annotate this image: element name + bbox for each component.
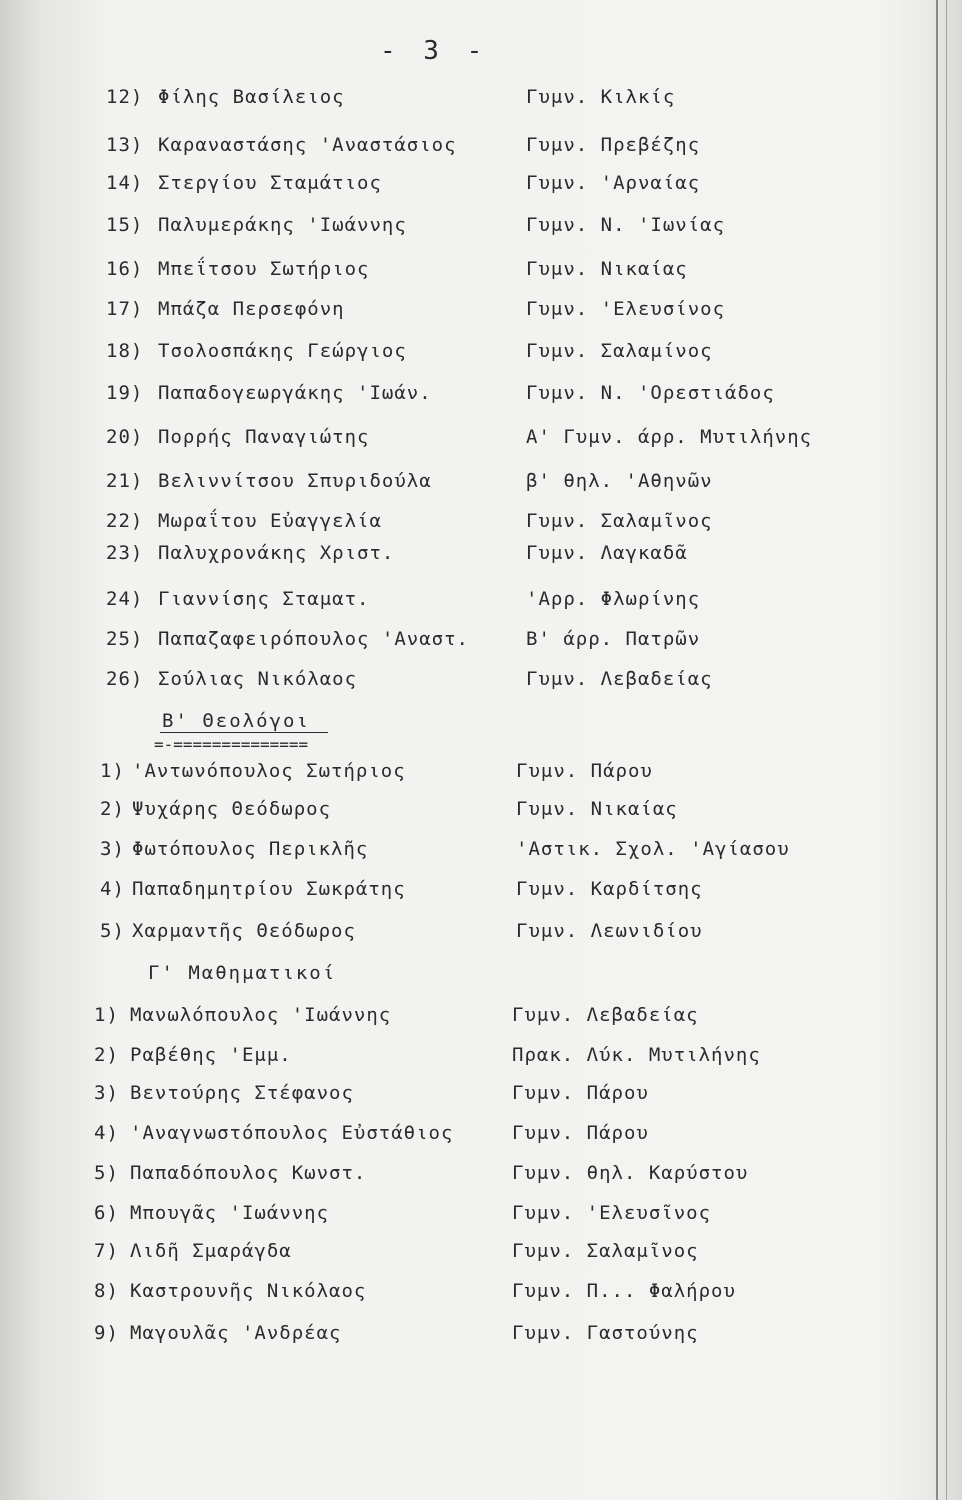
entry-school: Γυμν. Νικαίας: [526, 258, 688, 280]
entry-name: Λιδῆ Σμαράγδα: [130, 1240, 292, 1262]
entry-school: Γυμν. Καρδίτσης: [516, 878, 703, 900]
list-item: [0, 258, 962, 288]
entry-school: Γυμν. Π... Φαλήρου: [512, 1280, 736, 1302]
entry-school: Γυμν. Νικαίας: [516, 798, 678, 820]
list-item: [0, 1280, 962, 1310]
entry-number: 24): [106, 588, 144, 610]
list-item: [0, 798, 962, 828]
entry-school: Γυμν. Λεβαδείας: [512, 1004, 699, 1026]
entry-school: Α' Γυμν. άρρ. Μυτιλήνης: [526, 426, 813, 448]
list-item: [0, 628, 962, 658]
entry-school: 'Αστικ. Σχολ. 'Αγίασου: [516, 838, 790, 860]
entry-number: 15): [106, 214, 144, 236]
entry-school: Γυμν. Πρεβέζης: [526, 134, 701, 156]
entry-number: 5): [100, 920, 125, 942]
list-item: [0, 214, 962, 244]
entry-school: Πρακ. Λύκ. Μυτιλήνης: [512, 1044, 761, 1066]
entry-number: 25): [106, 628, 144, 650]
entry-number: 16): [106, 258, 144, 280]
entry-name: Σούλιας Νικόλαος: [158, 668, 358, 690]
entry-name: Μπάζα Περσεφόνη: [158, 298, 345, 320]
list-item: [0, 1044, 962, 1074]
entry-name: Παπαδόπουλος Κωνστ.: [130, 1162, 367, 1184]
entry-number: 8): [94, 1280, 119, 1302]
list-item: [0, 426, 962, 456]
list-item: [0, 340, 962, 370]
entry-number: 26): [106, 668, 144, 690]
entry-number: 14): [106, 172, 144, 194]
entry-school: Γυμν. 'Αρναίας: [526, 172, 701, 194]
entry-number: 1): [100, 760, 125, 782]
entry-name: Ψυχάρης Θεόδωρος: [132, 798, 332, 820]
entry-name: Μανωλόπουλος 'Ιωάννης: [130, 1004, 392, 1026]
entry-number: 13): [106, 134, 144, 156]
entry-name: Παλυμεράκης 'Ιωάννης: [158, 214, 407, 236]
entry-number: 2): [94, 1044, 119, 1066]
entry-school: Γυμν. Λεβαδείας: [526, 668, 713, 690]
list-item: [0, 542, 962, 572]
list-item: [0, 920, 962, 950]
entry-school: Γυμν. Σαλαμίνος: [526, 340, 713, 362]
list-item: [0, 878, 962, 908]
list-item: [0, 298, 962, 328]
entry-name: Ραβέθης 'Εμμ.: [130, 1044, 292, 1066]
entry-name: Πορρής Παναγιώτης: [158, 426, 370, 448]
entry-number: 19): [106, 382, 144, 404]
entry-school: Γυμν. Γαστούνης: [512, 1322, 699, 1344]
entry-school: Γυμν. 'Ελευσῖνος: [512, 1202, 712, 1224]
list-item: [0, 510, 962, 540]
entry-number: 21): [106, 470, 144, 492]
entry-number: 18): [106, 340, 144, 362]
list-item: [0, 838, 962, 868]
section-b-title: Β' Θεολόγοι: [162, 710, 310, 732]
entry-school: Γυμν. Ν. 'Ορεστιάδος: [526, 382, 775, 404]
entry-number: 6): [94, 1202, 119, 1224]
page-number: - 3 -: [380, 36, 489, 66]
entry-name: Παπαδογεωργάκης 'Ιωάν.: [158, 382, 432, 404]
entry-school: Γυμν. Ν. 'Ιωνίας: [526, 214, 726, 236]
entry-name: Τσολοσπάκης Γεώργιος: [158, 340, 407, 362]
entry-name: Παλυχρονάκης Χριστ.: [158, 542, 395, 564]
entry-school: Γυμν. 'Ελευσίνος: [526, 298, 726, 320]
entry-name: Χαρμαντῆς Θεόδωρος: [132, 920, 356, 942]
list-item: [0, 1202, 962, 1232]
section-c-title: Γ' Μαθηματικοί: [148, 962, 337, 984]
entry-number: 2): [100, 798, 125, 820]
list-item: [0, 1122, 962, 1152]
entry-school: Γυμν. Πάρου: [512, 1122, 649, 1144]
list-item: [0, 382, 962, 412]
entry-name: 'Αναγνωστόπουλος Εὐστάθιος: [130, 1122, 454, 1144]
entry-name: Φίλης Βασίλειος: [158, 86, 345, 108]
entry-name: Βελιννίτσου Σπυριδούλα: [158, 470, 432, 492]
entry-school: Γυμν. Λαγκαδᾶ: [526, 542, 688, 564]
entry-school: 'Αρρ. Φλωρίνης: [526, 588, 701, 610]
entry-name: Παπαζαφειρόπουλος 'Αναστ.: [158, 628, 469, 650]
entry-number: 4): [100, 878, 125, 900]
list-item: [0, 470, 962, 500]
entry-school: Γυμν. Λεωνιδίου: [516, 920, 703, 942]
entry-name: Μπεΐτσου Σωτήριος: [158, 258, 370, 280]
entry-name: Βεντούρης Στέφανος: [130, 1082, 354, 1104]
entry-number: 3): [100, 838, 125, 860]
entry-number: 3): [94, 1082, 119, 1104]
entry-number: 17): [106, 298, 144, 320]
entry-name: Μωραΐτου Εὐαγγελία: [158, 510, 382, 532]
list-item: [0, 1162, 962, 1192]
list-item: [0, 1240, 962, 1270]
entry-number: 22): [106, 510, 144, 532]
list-item: [0, 588, 962, 618]
entry-name: Παπαδημητρίου Σωκράτης: [132, 878, 406, 900]
list-item: [0, 1082, 962, 1112]
entry-school: Β' άρρ. Πατρῶν: [526, 628, 701, 650]
entry-name: Μαγουλᾶς 'Ανδρέας: [130, 1322, 342, 1344]
entry-number: 23): [106, 542, 144, 564]
entry-number: 5): [94, 1162, 119, 1184]
section-b-underline: [160, 732, 328, 733]
list-item: [0, 86, 962, 116]
entry-name: 'Αντωνόπουλος Σωτήριος: [132, 760, 406, 782]
entry-name: Καραναστάσης 'Αναστάσιος: [158, 134, 457, 156]
list-item: [0, 760, 962, 790]
entry-name: Καστρουνῆς Νικόλαος: [130, 1280, 367, 1302]
list-item: [0, 1322, 962, 1352]
entry-name: Φωτόπουλος Περικλῆς: [132, 838, 369, 860]
list-item: [0, 1004, 962, 1034]
list-item: [0, 172, 962, 202]
section-b-double-underline: =-==============: [154, 735, 309, 754]
entry-number: 4): [94, 1122, 119, 1144]
entry-number: 7): [94, 1240, 119, 1262]
entry-school: Γυμν. Πάρου: [516, 760, 653, 782]
entry-school: Γυμν. Πάρου: [512, 1082, 649, 1104]
entry-name: Στεργίου Σταμάτιος: [158, 172, 382, 194]
list-item: [0, 668, 962, 698]
entry-school: Γυμν. Σαλαμῖνος: [526, 510, 713, 532]
entry-number: 12): [106, 86, 144, 108]
entry-name: Μπουγᾶς 'Ιωάννης: [130, 1202, 330, 1224]
entry-number: 9): [94, 1322, 119, 1344]
entry-school: β' θηλ. 'Αθηνῶν: [526, 470, 713, 492]
entry-number: 20): [106, 426, 144, 448]
entry-number: 1): [94, 1004, 119, 1026]
entry-school: Γυμν. θηλ. Καρύστου: [512, 1162, 749, 1184]
entry-name: Γιαννίσης Σταματ.: [158, 588, 370, 610]
entry-school: Γυμν. Σαλαμῖνος: [512, 1240, 699, 1262]
list-item: [0, 134, 962, 164]
entry-school: Γυμν. Κιλκίς: [526, 86, 676, 108]
